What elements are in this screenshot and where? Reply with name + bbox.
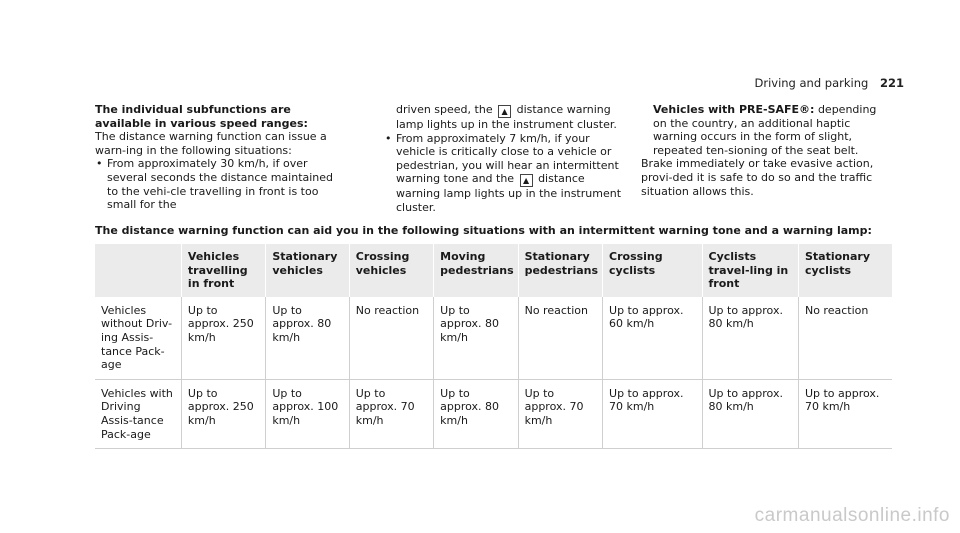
column-middle: [384, 103, 624, 215]
table-cell: Up to approx. 70 km/h: [349, 379, 433, 448]
pre-safe-text: depending on the country, an additional haptic warning occurs in the form of slight, repeated ten-sioning of the seat belt.: [653, 103, 877, 157]
continued-text-a: driven speed, the: [396, 103, 493, 116]
section-title: Driving and parking: [754, 76, 869, 90]
header-cell: Crossing vehicles: [349, 244, 433, 297]
header-cell: Crossing cyclists: [603, 244, 702, 297]
bullet-text-b: distance warning lamp lights up in the instrument cluster.: [396, 172, 622, 214]
watermark: carmanualsonline.info: [754, 505, 950, 526]
column-left: [95, 103, 345, 212]
continued-text-b: distance warning lamp lights up in the instrument cluster.: [396, 103, 617, 131]
header-cell: [95, 244, 181, 297]
table-cell: Up to approx. 250 km/h: [181, 379, 265, 448]
table-row: [95, 379, 892, 448]
intro-text: The distance warning function can issue a warn-ing in the following situations:: [95, 130, 327, 157]
header-cell: Moving pedestrians: [434, 244, 518, 297]
table-cell: No reaction: [518, 297, 602, 379]
table-cell: Up to approx. 70 km/h: [798, 379, 892, 448]
table-cell: Up to approx. 80 km/h: [702, 379, 798, 448]
bullet-text-a: From approximately 7 km/h, if your vehicle is critically close to a vehicle or pedestrian, you will hear an intermittent warning tone and the: [396, 131, 619, 186]
table-cell: Up to approx. 80 km/h: [434, 379, 518, 448]
table-cell: Up to approx. 80 km/h: [434, 297, 518, 379]
table-cell: Up to approx. 80 km/h: [266, 297, 349, 379]
header-cell: Stationary vehicles: [266, 244, 349, 297]
header-cell: Stationary pedestrians: [518, 244, 602, 297]
page-number: 221: [879, 76, 904, 90]
table-cell: Up to approx. 250 km/h: [181, 297, 265, 379]
header-cell: Vehicles travelling in front: [181, 244, 265, 297]
list-item-continued: [384, 103, 624, 132]
table-cell: Vehicles with Driving Assis-tance Pack-age: [95, 379, 181, 448]
table-cell: Up to approx. 100 km/h: [266, 379, 349, 448]
table-cell: Vehicles without Driv-ing Assis-tance Pack-age: [95, 297, 181, 379]
table-title: The distance warning function can aid you in the following situations with an intermittent warning tone and a warning lamp:: [95, 224, 872, 237]
list-item: [384, 132, 624, 215]
table-cell: Up to approx. 80 km/h: [702, 297, 798, 379]
situations-list-2: [384, 132, 624, 215]
table-cell: Up to approx. 70 km/h: [603, 379, 702, 448]
header-cell: Stationary cyclists: [798, 244, 892, 297]
brake-instruction: Brake immediately or take evasive action, provi-ded it is safe to do so and the traffic situation allows this.: [641, 157, 874, 198]
pre-safe-label: Vehicles with PRE-SAFE®:: [653, 103, 815, 116]
page-header: [754, 76, 904, 90]
pre-safe-paragraph: [641, 103, 886, 157]
table-header-row: [95, 244, 892, 297]
distance-warning-lamp-icon: ▲: [520, 174, 533, 187]
table-cell: No reaction: [349, 297, 433, 379]
column-right: [641, 103, 886, 198]
situations-list: [95, 157, 345, 211]
table-cell: No reaction: [798, 297, 892, 379]
table-cell: Up to approx. 60 km/h: [603, 297, 702, 379]
table-cell: Up to approx. 70 km/h: [518, 379, 602, 448]
table-row: [95, 297, 892, 379]
subfunctions-heading: The individual subfunctions are available in various speed ranges:: [95, 103, 308, 130]
list-item: • From approximately 30 km/h, if over several seconds the distance maintained to the vehi-cle travelling in front is too small for the: [95, 157, 345, 211]
header-cell: Cyclists travel-ling in front: [702, 244, 798, 297]
distance-warning-lamp-icon: ▲: [498, 105, 511, 118]
speed-ranges-table: [95, 244, 892, 449]
